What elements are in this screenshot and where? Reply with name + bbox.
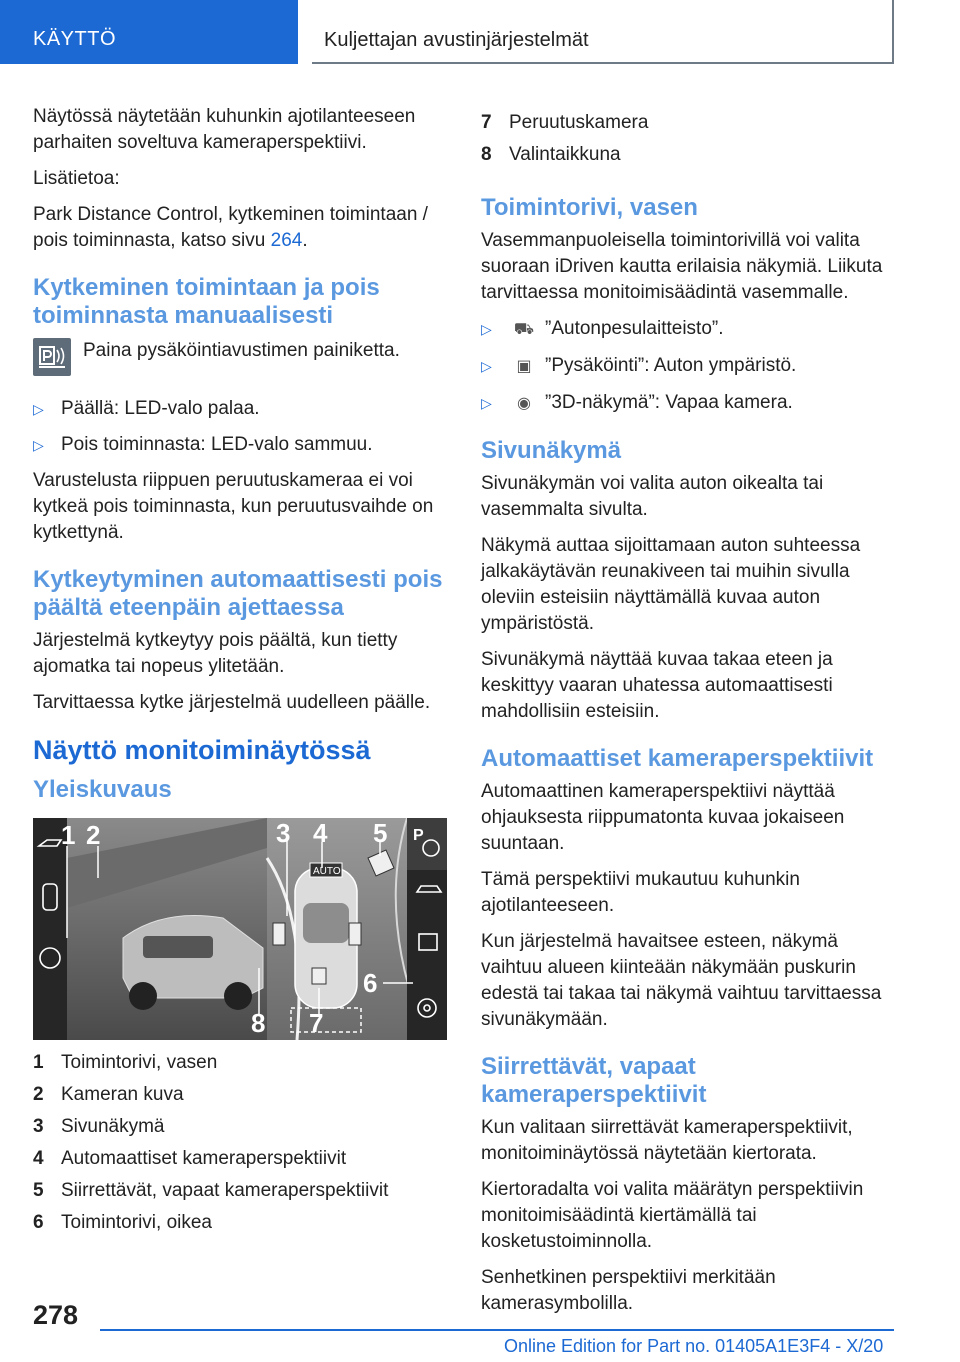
bullet-3d xyxy=(481,390,901,417)
press-button-text: Paina pysäköintiavustimen painiketta. xyxy=(83,340,400,361)
svg-text:P: P xyxy=(413,827,424,844)
more-info-label: Lisätietoa: xyxy=(33,168,120,189)
pdc-reference-text: Park Distance Control, kytkeminen toimintaan / pois toiminnasta, katso sivu xyxy=(33,204,428,251)
pdc-reference xyxy=(33,202,449,254)
figure-label-7: 7 xyxy=(309,1008,324,1038)
bullet-on-text: Päällä: LED-valo palaa. xyxy=(61,398,260,419)
heading-manual-toggle: Kytkeminen toimintaan ja pois toiminnasta manuaalisesti xyxy=(33,274,380,329)
car-wash-icon: ⛟ xyxy=(513,321,535,338)
legend-item: 2 Kameran kuva xyxy=(33,1084,184,1105)
figure-label-4: 4 xyxy=(313,818,328,848)
heading-free-perspectives: Siirrettävät, vapaat kameraperspektiivit xyxy=(481,1053,707,1108)
figure-label-6: 6 xyxy=(363,968,378,998)
footer-divider xyxy=(100,1329,894,1331)
page-number: 278 xyxy=(33,1300,79,1330)
left-column xyxy=(33,104,449,1242)
legend-item: 4 Automaattiset kameraperspektiivit xyxy=(33,1148,347,1169)
header-chapter-box xyxy=(312,0,894,64)
bullet-parking xyxy=(481,353,901,380)
auto-perspective-paragraph-2: Tämä perspektiivi mukautuu kuhunkin ajotilanteeseen. xyxy=(481,869,800,916)
figure-legend-right xyxy=(481,110,901,174)
left-row-paragraph: Vasemmanpuoleisella toimintorivillä voi valita suoraan iDriven kautta erilaisia näkymiä. Liikuta tarvittaessa monitoimisäädintä vasemmalle. xyxy=(481,230,883,303)
heading-side-view: Sivunäkymä xyxy=(481,437,622,464)
bullet-off-text: Pois toiminnasta: LED-valo sammuu. xyxy=(61,434,373,455)
figure-label-2: 2 xyxy=(86,820,101,850)
bullet-off xyxy=(33,432,449,458)
figure-label-8: 8 xyxy=(251,1008,266,1038)
edition-text: Online Edition for Part no. 01405A1E3F4 - X/20 xyxy=(504,1336,884,1356)
legend-item: 7 Peruutuskamera xyxy=(481,112,649,133)
triangle-bullet-icon: ▷ xyxy=(33,437,44,453)
side-view-paragraph-3: Sivunäkymä näyttää kuvaa takaa eteen ja keskittyy vaaran uhatessa automaattisesti mahdollisiin esteisiin. xyxy=(481,649,833,722)
header-section-tab xyxy=(0,0,298,64)
figure-label-5: 5 xyxy=(373,818,388,848)
parking-assistant-button-icon xyxy=(33,338,71,376)
triangle-bullet-icon: ▷ xyxy=(481,395,492,411)
legend-item: 1 Toimintorivi, vasen xyxy=(33,1052,218,1073)
side-view-paragraph-2: Näkymä auttaa sijoittamaan auton suhteessa jalkakäytävän reunakiveen tai muihin sivulla oleviin esteisiin näyttämällä kuvaa auton ympäristöstä. xyxy=(481,535,861,634)
figure-auto-label: AUTO xyxy=(313,866,341,877)
bullet-parking-text: ”Pysäköinti”: Auton ympäristö. xyxy=(545,355,797,376)
bullet-car-wash-text: ”Autonpesulaitteisto”. xyxy=(545,318,724,339)
bullet-on xyxy=(33,396,449,422)
bullet-car-wash xyxy=(481,316,901,343)
auto-off-paragraph-1: Järjestelmä kytkeytyy pois päältä, kun tietty ajomatka tai nopeus ylitetään. xyxy=(33,630,398,677)
figure-label-3: 3 xyxy=(276,818,291,848)
camera-display-illustration xyxy=(33,818,447,1040)
triangle-bullet-icon: ▷ xyxy=(481,321,492,337)
auto-off-paragraph-2: Tarvittaessa kytke järjestelmä uudelleen päälle. xyxy=(33,692,431,713)
parking-button-instruction xyxy=(33,338,449,384)
free-perspective-paragraph-3: Senhetkinen perspektiivi merkitään kamerasymbolilla. xyxy=(481,1267,776,1314)
header-chapter-title: Kuljettajan avustinjärjestelmät xyxy=(324,29,589,51)
right-column xyxy=(481,104,901,1327)
parking-view-icon: ▣ xyxy=(516,358,532,375)
pdc-reference-end: . xyxy=(302,230,308,251)
3d-view-icon: ◉ xyxy=(517,395,531,412)
figure-legend-left xyxy=(33,1050,449,1242)
legend-item: 8 Valintaikkuna xyxy=(481,144,621,165)
side-view-paragraph-1: Sivunäkymän voi valita auton oikealta tai vasemmalta sivulta. xyxy=(481,473,824,520)
heading-overview: Yleiskuvaus xyxy=(33,776,172,803)
free-perspective-paragraph-2: Kiertoradalta voi valita määrätyn perspektiivin monitoimisäädintä kiertämällä tai kosketustoiminnolla. xyxy=(481,1179,864,1252)
heading-left-row: Toimintorivi, vasen xyxy=(481,194,698,221)
heading-display: Näyttö monitoiminäytössä xyxy=(33,735,371,765)
legend-item: 5 Siirrettävät, vapaat kameraperspektiivit xyxy=(33,1180,389,1201)
page-link-264[interactable]: 264 xyxy=(270,230,303,251)
header-section-title: KÄYTTÖ xyxy=(33,28,117,50)
heading-auto-perspectives: Automaattiset kameraperspektiivit xyxy=(481,745,874,772)
legend-item: 6 Toimintorivi, oikea xyxy=(33,1212,212,1233)
heading-auto-off: Kytkeytyminen automaattisesti pois päältä eteenpäin ajettaessa xyxy=(33,566,443,621)
equipment-paragraph: Varustelusta riippuen peruutuskameraa ei voi kytkeä pois toiminnasta, kun peruutusvaihde on kytkettynä. xyxy=(33,470,434,543)
triangle-bullet-icon: ▷ xyxy=(33,401,44,417)
legend-item: 3 Sivunäkymä xyxy=(33,1116,165,1137)
free-perspective-paragraph-1: Kun valitaan siirrettävät kameraperspektiivit, monitoiminäytössä näytetään kiertorata. xyxy=(481,1117,853,1164)
auto-perspective-paragraph-3: Kun järjestelmä havaitsee esteen, näkymä vaihtuu alueen kiinteään näkymään puskurin edestä tai takaa tai näkymä vaihtuu tarvittaessa sivunäkymään. xyxy=(481,931,882,1030)
triangle-bullet-icon: ▷ xyxy=(481,358,492,374)
auto-perspective-paragraph-1: Automaattinen kameraperspektiivi näyttää ohjauksesta riippumatonta kuvaa jokaiseen suuntaan. xyxy=(481,781,845,854)
bullet-3d-text: ”3D-näkymä”: Vapaa kamera. xyxy=(545,392,793,413)
intro-paragraph: Näytössä näytetään kuhunkin ajotilanteeseen parhaiten soveltuva kameraperspektiivi. xyxy=(33,106,416,153)
figure-label-1: 1 xyxy=(61,820,76,850)
camera-display-figure xyxy=(33,818,447,1040)
